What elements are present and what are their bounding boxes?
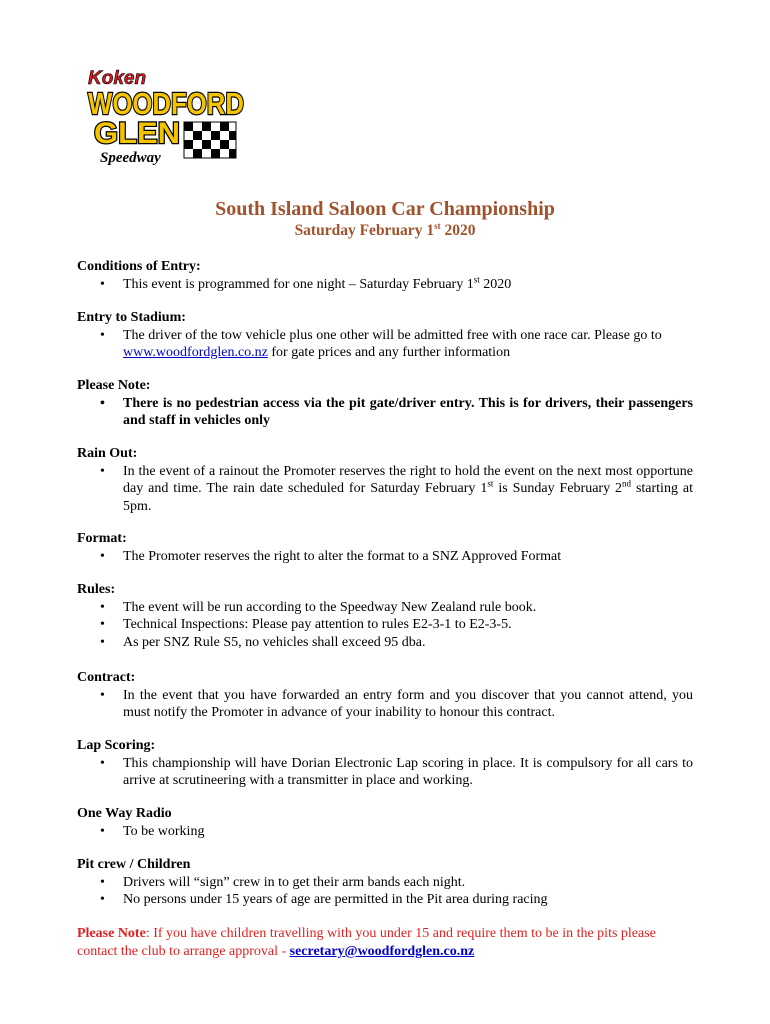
logo-line3: Speedway <box>100 150 161 166</box>
woodford-glen-logo <box>84 68 246 166</box>
list-item: • Technical Inspections: Please pay attention to rules E2-3-1 to E2-3-5. <box>77 616 693 634</box>
section-format <box>77 530 693 565</box>
item-text: This event is programmed for one night – Saturday February 1 <box>123 276 474 292</box>
list-item: • There is no pedestrian access via the pit gate/driver entry. This is for drivers, their passengers and staff in vehicles only <box>77 395 693 430</box>
list-item: • The Promoter reserves the right to alter the format to a SNZ Approved Format <box>77 548 693 566</box>
list-item <box>77 273 693 294</box>
section-heading: Rules: <box>77 582 116 597</box>
section-radio <box>77 805 693 840</box>
section-heading: Lap Scoring: <box>77 738 156 753</box>
section-please-note <box>77 377 693 430</box>
section-heading: Rain Out: <box>77 446 138 461</box>
section-heading: Pit crew / Children <box>77 857 191 872</box>
list-item <box>77 463 693 516</box>
item-sup: st <box>487 478 494 489</box>
checkered-flag-icon <box>184 122 236 158</box>
bullet-list <box>77 687 693 722</box>
subtitle-pre: Saturday February 1 <box>294 222 435 239</box>
website-link[interactable]: www.woodfordglen.co.nz <box>123 345 268 360</box>
logo-brand: Koken <box>88 68 147 89</box>
item-text-end: starting at 5pm. <box>123 481 693 514</box>
list-item: • Drivers will “sign” crew in to get their arm bands each night. <box>77 874 693 892</box>
section-conditions <box>77 258 693 293</box>
item-text-end: for gate prices and any further information <box>267 345 511 360</box>
section-rain-out <box>77 445 693 515</box>
list-item: • The event will be run according to the Speedway New Zealand rule book. <box>77 599 693 617</box>
section-heading: Entry to Stadium: <box>77 310 186 325</box>
secretary-email-link[interactable]: secretary@woodfordglen.co.nz <box>289 944 475 959</box>
section-heading: Conditions of Entry: <box>77 259 201 274</box>
logo-graphic <box>84 68 246 166</box>
list-item: • This championship will have Dorian Electronic Lap scoring in place. It is compulsory for all cars to arrive at scrutineering with a transmitter in place and working. <box>77 755 693 790</box>
logo-line2: GLEN <box>94 117 180 150</box>
item-sup: st <box>473 273 480 284</box>
logo-line1: WOODFORD <box>88 86 244 121</box>
section-heading: Contract: <box>77 670 136 685</box>
bullet-list <box>77 599 693 652</box>
subtitle-sup: st <box>434 220 441 231</box>
footer-note-label: Please Note <box>77 926 146 941</box>
bullet-list <box>77 395 693 430</box>
item-text-end: 2020 <box>479 276 512 292</box>
list-item: • No persons under 15 years of age are permitted in the Pit area during racing <box>77 891 693 909</box>
subtitle-post: 2020 <box>440 222 476 239</box>
section-lap-scoring <box>77 737 693 790</box>
item-text: The driver of the tow vehicle plus one other will be admitted free with one race car. Please go to <box>123 327 662 343</box>
list-item: • To be working <box>77 823 693 841</box>
section-heading: Format: <box>77 531 127 546</box>
bullet-list <box>77 327 693 362</box>
item-text-mid: is Sunday February 2 <box>493 481 623 496</box>
item-text: In the event of a rainout the Promoter reserves the right to hold the event on the next most opportune day and time. The rain date scheduled for Saturday February 1 <box>123 463 693 496</box>
bullet-list <box>77 755 693 790</box>
bullet-list <box>77 273 693 294</box>
section-contract <box>77 669 693 722</box>
section-stadium <box>77 309 693 362</box>
bullet-list <box>77 823 693 841</box>
section-pit-crew <box>77 856 693 909</box>
page-title: South Island Saloon Car Championship <box>215 198 555 220</box>
bullet-list <box>77 548 693 566</box>
section-heading: Please Note: <box>77 378 151 393</box>
list-item <box>77 327 693 362</box>
footer-note <box>77 925 697 961</box>
section-heading: One Way Radio <box>77 806 172 821</box>
item-sup: nd <box>622 478 632 489</box>
section-rules <box>77 581 693 651</box>
bullet-list <box>77 463 693 516</box>
list-item: • In the event that you have forwarded an entry form and you discover that you cannot attend, you must notify the Promoter in advance of your inability to honour this contract. <box>77 687 693 722</box>
page-subtitle <box>0 222 770 240</box>
bullet-list <box>77 874 693 909</box>
list-item: • As per SNZ Rule S5, no vehicles shall exceed 95 dba. <box>77 634 693 652</box>
footer-note-text: : If you have children travelling with you under 15 and require them to be in the pits please contact the club to arrange approval - <box>77 926 656 959</box>
